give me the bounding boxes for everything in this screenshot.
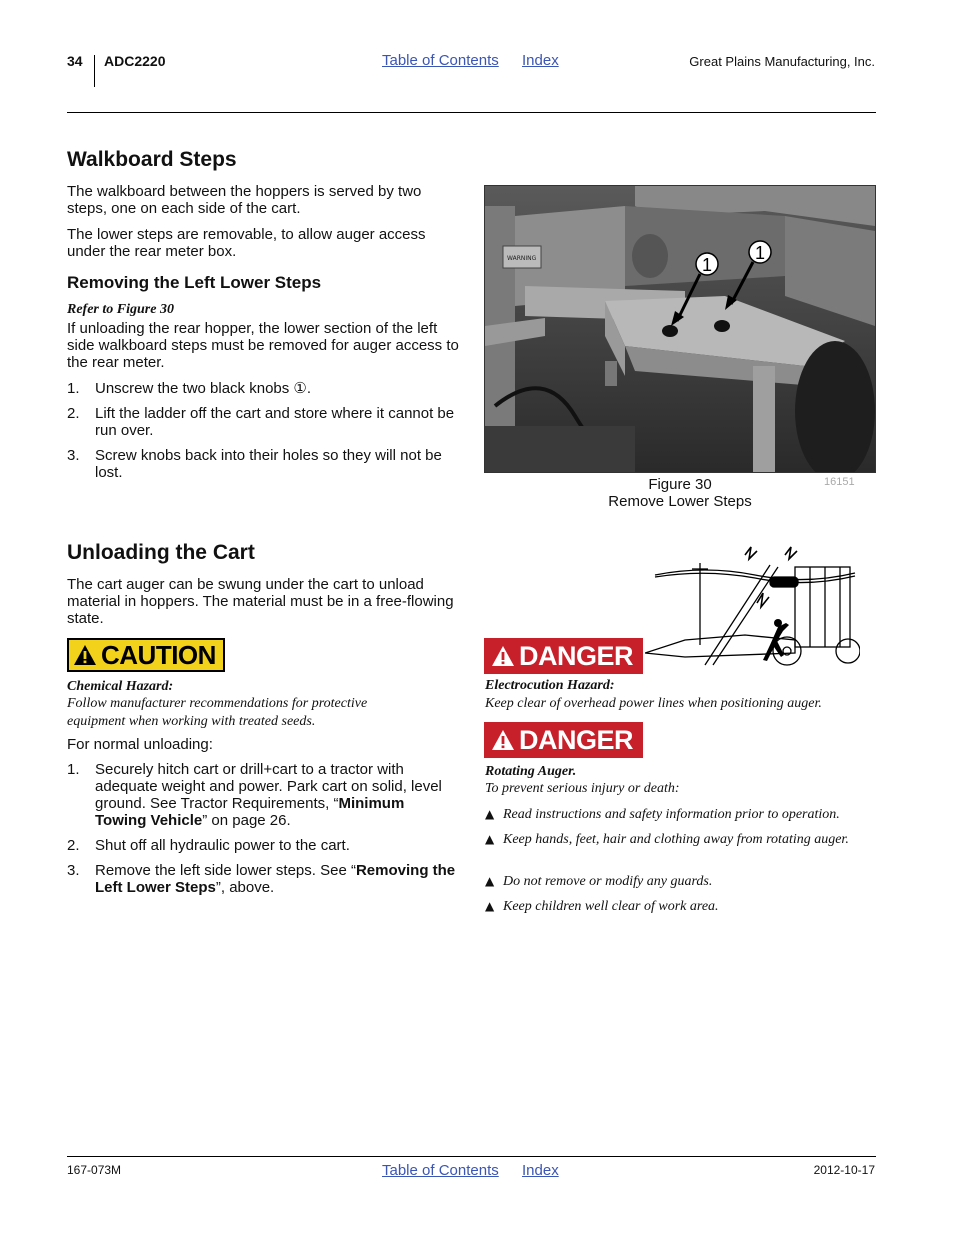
list-number: 3. [67, 447, 80, 464]
svg-text:1: 1 [754, 243, 766, 263]
danger-word: DANGER [519, 724, 634, 755]
bullet-text: Keep hands, feet, hair and clothing away from rotating auger. [503, 832, 849, 847]
danger-word: DANGER [519, 640, 634, 671]
walkboard-para-1: The walkboard between the hoppers is served by two steps, one on each side of the cart. [67, 183, 422, 217]
page-number: 34 [67, 53, 83, 69]
list-text-tail: ”, above. [215, 879, 275, 896]
list-item [485, 873, 880, 890]
list-text-tail: ” on page 26. [202, 812, 291, 829]
electrocution-pictogram [645, 545, 860, 670]
list-item [67, 761, 459, 829]
bullet-triangle-icon: ▲ [485, 832, 495, 846]
list-text: Shut off all hydraulic power to the cart. [95, 837, 350, 854]
list-number: 3. [67, 862, 80, 879]
list-text: Lift the ladder off the cart and store where it cannot be run over. [95, 405, 455, 439]
decal-text: WARNING [507, 255, 537, 262]
cross-ref-removing-steps[interactable]: Removing the Left Lower Steps [95, 862, 456, 896]
list-number: 2. [67, 405, 80, 422]
model-name: ADC2220 [104, 53, 166, 69]
list-item [67, 447, 459, 481]
caution-word: CAUTION [101, 639, 216, 670]
list-item [485, 831, 860, 848]
list-text: Remove the left side lower steps. See “ [95, 862, 356, 879]
caution-text: Follow manufacturer recommendations for protective equipment when working with treated seeds. [67, 696, 368, 729]
warning-triangle-icon [73, 644, 97, 666]
company-name: Great Plains Manufacturing, Inc. [689, 54, 875, 69]
header-divider [94, 55, 95, 87]
svg-text:1: 1 [701, 255, 713, 275]
figure-id: 16151 [824, 476, 855, 488]
normal-unloading-label: For normal unloading: [67, 736, 213, 753]
list-text: Securely hitch cart or drill+cart to a tractor with adequate weight and power. Park cart on solid, level ground. See Tractor Requirements, “ [95, 761, 442, 812]
walkboard-para-2: The lower steps are removable, to allow auger access under the rear meter box. [67, 226, 426, 260]
list-number: 1. [67, 380, 80, 397]
list-item [485, 806, 880, 823]
unloading-intro: The cart auger can be swung under the cart to unload material in hoppers. The material must be in a free-flowing state. [67, 576, 454, 627]
list-item [67, 837, 459, 854]
header-rule [67, 112, 876, 113]
removing-intro: If unloading the rear hopper, the lower section of the left side walkboard steps must be removed for auger access to the rear meter. [67, 320, 459, 371]
cross-ref-minimum-towing[interactable]: Minimum Towing Vehicle [95, 795, 405, 829]
bullet-triangle-icon: ▲ [485, 874, 495, 888]
revision-date: 2012-10-17 [813, 1163, 875, 1177]
footer-toc-link[interactable]: Table of Contents [382, 1162, 499, 1179]
list-text: Screw knobs back into their holes so they will not be lost. [95, 447, 442, 481]
doc-number: 167-073M [67, 1163, 122, 1177]
subsection-title-removing: Removing the Left Lower Steps [67, 273, 322, 292]
section-title-walkboard: Walkboard Steps [67, 148, 237, 171]
bullet-text: Keep children well clear of work area. [503, 899, 719, 914]
section-title-unloading: Unloading the Cart [67, 541, 255, 564]
header-index-link[interactable]: Index [522, 52, 559, 69]
caution-badge [67, 638, 225, 672]
header-toc-link[interactable]: Table of Contents [382, 52, 499, 69]
figure-reference: Refer to Figure 30 [67, 302, 174, 317]
figure-label: Figure 30 [648, 476, 712, 493]
bullet-text: Read instructions and safety information prior to operation. [503, 807, 840, 822]
list-item [67, 380, 459, 397]
list-number: 2. [67, 837, 80, 854]
caution-heading: Chemical Hazard: [67, 679, 174, 694]
list-number: 1. [67, 761, 80, 778]
list-text: Unscrew the two black knobs ①. [95, 380, 312, 397]
list-item [67, 405, 459, 439]
bullet-triangle-icon: ▲ [485, 899, 495, 913]
danger-badge-auger [485, 723, 642, 757]
bullet-triangle-icon: ▲ [485, 807, 495, 821]
footer-rule [67, 1156, 876, 1157]
figure-caption: Remove Lower Steps [608, 493, 752, 510]
list-item [67, 862, 459, 896]
figure-photo [484, 185, 876, 473]
danger-badge-electrocution [485, 639, 642, 673]
danger-heading-auger: Rotating Auger. [485, 764, 577, 779]
warning-triangle-icon [491, 729, 515, 751]
danger-text-electrocution: Keep clear of overhead power lines when positioning auger. [485, 696, 822, 711]
danger-heading-electrocution: Electrocution Hazard: [485, 678, 615, 693]
cart-steps-photo [485, 186, 875, 472]
list-item [485, 898, 880, 915]
warning-triangle-icon [491, 645, 515, 667]
footer-index-link[interactable]: Index [522, 1162, 559, 1179]
bullet-text: Do not remove or modify any guards. [503, 874, 713, 889]
danger-sub-auger: To prevent serious injury or death: [485, 781, 680, 796]
